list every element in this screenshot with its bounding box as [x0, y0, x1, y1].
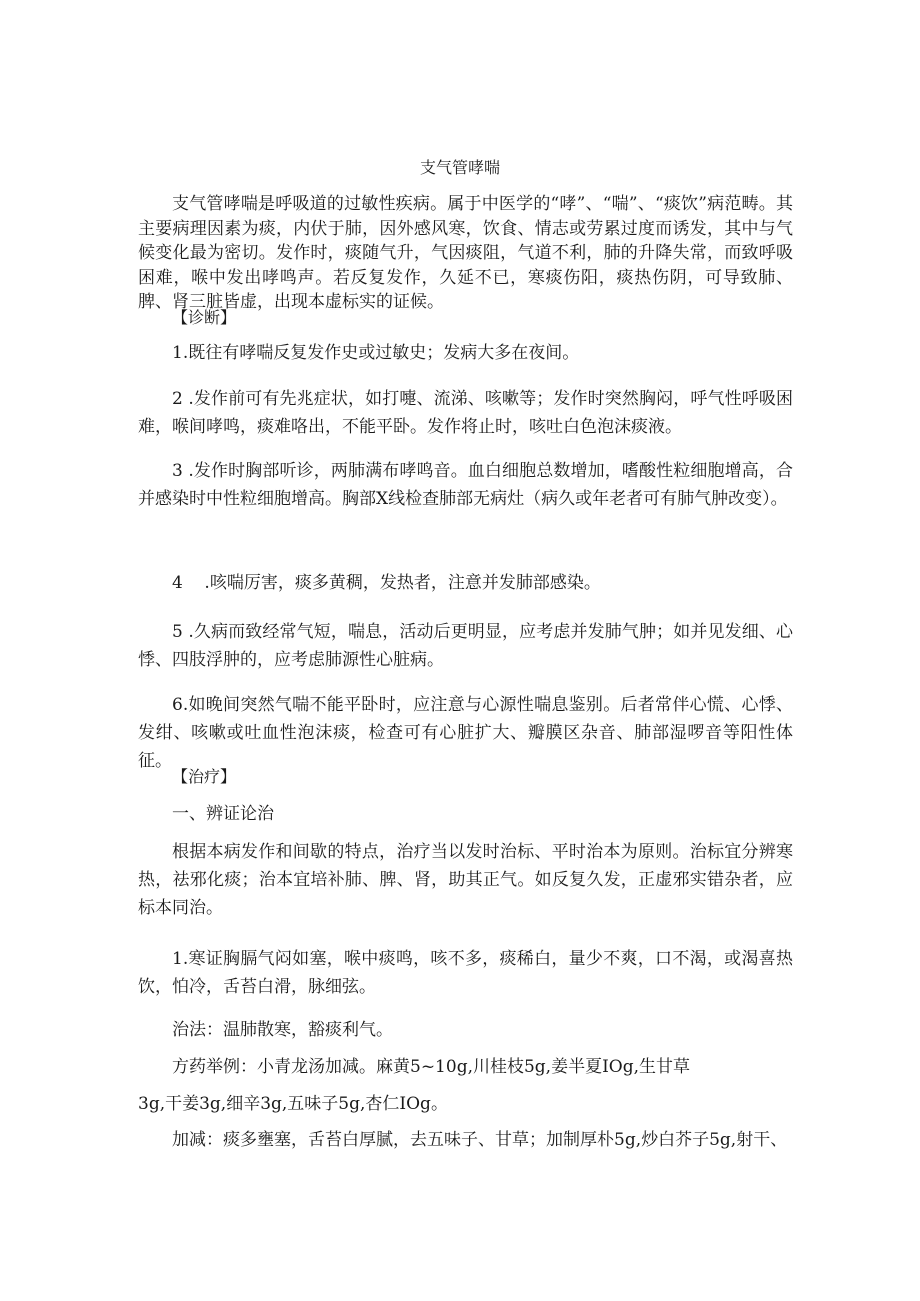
- diagnosis-heading: 【诊断】: [172, 308, 237, 327]
- diagnosis-item-3: 3 .发作时胸部听诊，两肺满布哮鸣音。血白细胞总数增加，嗜酸性粒细胞增高，合并感染时中性粒细胞增高。胸部X线检查肺部无病灶（病久或年老者可有肺气肿改变）。: [138, 461, 793, 509]
- diagnosis-item-5: 5 .久病而致经常气短，喘息，活动后更明显，应考虑并发肺气肿；如并见发细、心悸、四肢浮肿的，应考虑肺源性心脏病。: [138, 622, 793, 670]
- prescription-line-2: 3g,干姜3g,细辛3g,五味子5g,杏仁IOg。: [138, 1094, 448, 1114]
- diagnosis-item-1: 1.既往有哮喘反复发作史或过敏史；发病大多在夜间。: [172, 343, 580, 363]
- modification-paragraph: 加减：痰多壅塞，舌苔白厚腻，去五味子、甘草；加制厚朴5g,炒白芥子5g,射干、: [172, 1130, 788, 1150]
- diagnosis-item-6: 6.如晚间突然气喘不能平卧时，应注意与心源性喘息鉴别。后者常伴心慌、心悸、发绀、咳嗽或吐血性泡沫痰，检查可有心脏扩大、瓣膜区杂音、肺部湿啰音等阳性体征。: [138, 695, 793, 771]
- document-title: 支气管哮喘: [419, 158, 500, 177]
- treatment-heading: 【治疗】: [172, 767, 237, 786]
- diagnosis-item-2: 2 .发作前可有先兆症状，如打嚏、流涕、咳嗽等；发作时突然胸闷，呼气性呼吸困难，喉间哮鸣，痰难咯出，不能平卧。发作将止时，咳吐白色泡沫痰液。: [138, 389, 793, 437]
- prescription-line-1: 方药举例：小青龙汤加减。麻黄5~10g,川桂枝5g,姜半夏IOg,生甘草: [172, 1057, 691, 1077]
- cold-syndrome-description: 1.寒证胸膈气闷如塞，喉中痰鸣，咳不多，痰稀白，量少不爽，口不渴，或渴喜热饮，怕冷，舌苔白滑，脉细弦。: [138, 949, 793, 997]
- section-one-heading: 一、辨证论治: [172, 804, 274, 824]
- treatment-method: 治法：温肺散寒，豁痰利气。: [172, 1020, 393, 1040]
- diagnosis-item-4: 4 .咳喘厉害，痰多黄稠，发热者，注意并发肺部感染。: [172, 573, 601, 593]
- treatment-principle: 根据本病发作和间歇的特点，治疗当以发时治标、平时治本为原则。治标宜分辨寒热，祛邪化痰；治本宜培补肺、脾、肾，助其正气。如反复久发，正虚邪实错杂者，应标本同治。: [138, 842, 793, 918]
- intro-paragraph: 支气管哮喘是呼吸道的过敏性疾病。属于中医学的“哮”、“喘”、“痰饮”病范畴。其主要病理因素为痰，内伏于肺，因外感风寒，饮食、情志或劳累过度而诱发，其中与气候变化最为密切。发作时，痰随气升，气因痰阻，气道不利，肺的升降失常，而致呼吸困难，喉中发出哮鸣声。若反复发作，久延不已，寒痰伤阳，痰热伤阴，可导致肺、脾、肾三脏皆虚，出现本虚标实的证候。: [138, 194, 793, 312]
